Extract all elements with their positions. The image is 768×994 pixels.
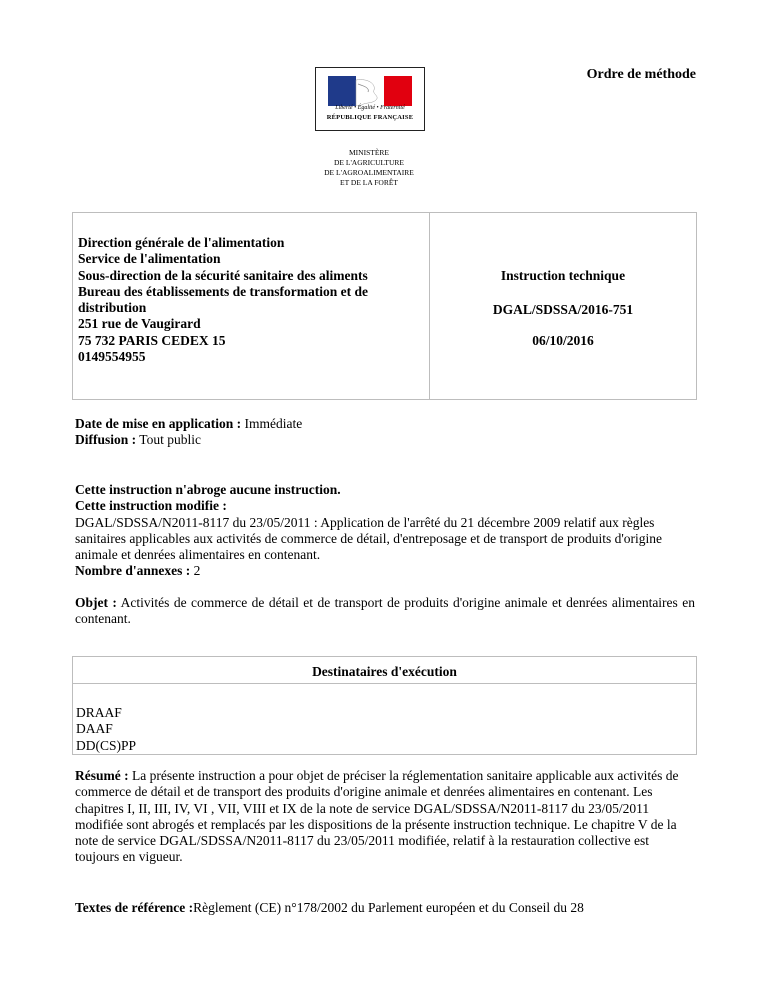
abrogation-statement: Cette instruction n'abroge aucune instruction. bbox=[75, 482, 341, 497]
marianne-logo-frame bbox=[315, 67, 425, 131]
motto: Liberté • Égalité • Fraternité bbox=[335, 105, 405, 111]
textes-reference: Textes de référence :Règlement (CE) n°178/2002 du Parlement européen et du Conseil du 28 bbox=[75, 900, 584, 915]
marianne-icon bbox=[324, 76, 416, 106]
objet: Objet : Activités de commerce de détail et de transport de produits d'origine animale et denrées alimentaires en contenant. bbox=[75, 595, 695, 627]
application-date: Date de mise en application : Immédiate bbox=[75, 416, 303, 431]
destinataires-list bbox=[76, 705, 136, 754]
diffusion: Diffusion : Tout public bbox=[75, 432, 201, 447]
annexes-count: Nombre d'annexes : 2 bbox=[75, 563, 201, 579]
modifies-text: DGAL/SDSSA/N2011-8117 du 23/05/2011 : Application de l'arrêté du 21 décembre 2009 relatif aux règles sanitaires applicables aux activités de commerce de détail, d'entreposage et de transport de produits d'origine animale et denrées alimentaires en contenant. bbox=[75, 514, 663, 563]
sender-address: Direction générale de l'alimentation Service de l'alimentation Sous-direction de la sécurité sanitaire des aliments Bureau des établissements de transformation et de distribution 251 rue de Vaugirard 75 732 PARIS CEDEX 15 0149554955 bbox=[78, 235, 368, 365]
list-item: DRAAF bbox=[76, 705, 122, 720]
ministry-logo bbox=[315, 67, 425, 197]
modification-block bbox=[75, 482, 695, 580]
republic-label: RÉPUBLIQUE FRANÇAISE bbox=[326, 114, 414, 121]
list-item: DD(CS)PP bbox=[76, 737, 137, 753]
list-item: DAAF bbox=[76, 721, 113, 737]
resume: Résumé : La présente instruction a pour objet de préciser la réglementation sanitaire applicable aux activités de commerce de détail et de transport des produits d'origine animale et denrées alimentaires en contenant. Les chapitres I, II, III, IV, VI , VII, VIII et IX de la note de service DGAL/SDSSA/N2011-8117 du 23/05/2011 modifiée sont abrogés et remplacés par les dispositions de la présente instruction technique. Le chapitre V de la note de service DGAL/SDSSA/N2011-8117 du 23/05/2011 modifiée, relatif à la restauration collective est toujours en vigueur. bbox=[75, 768, 679, 865]
ministry-name: MINISTÈRE DE L'AGRICULTURE DE L'AGROALIMENTAIRE ET DE LA FORÊT bbox=[324, 148, 414, 187]
document-type: Ordre de méthode bbox=[586, 67, 696, 82]
destinataires-title: Destinataires d'exécution bbox=[73, 657, 696, 684]
destinataires-table bbox=[72, 656, 697, 755]
modifies-label: Cette instruction modifie : bbox=[75, 498, 227, 514]
instruction-type: Instruction technique bbox=[500, 268, 626, 283]
header-table bbox=[72, 212, 697, 400]
instruction-reference: DGAL/SDSSA/2016-751 bbox=[492, 302, 634, 317]
instruction-date: 06/10/2016 bbox=[532, 333, 594, 348]
